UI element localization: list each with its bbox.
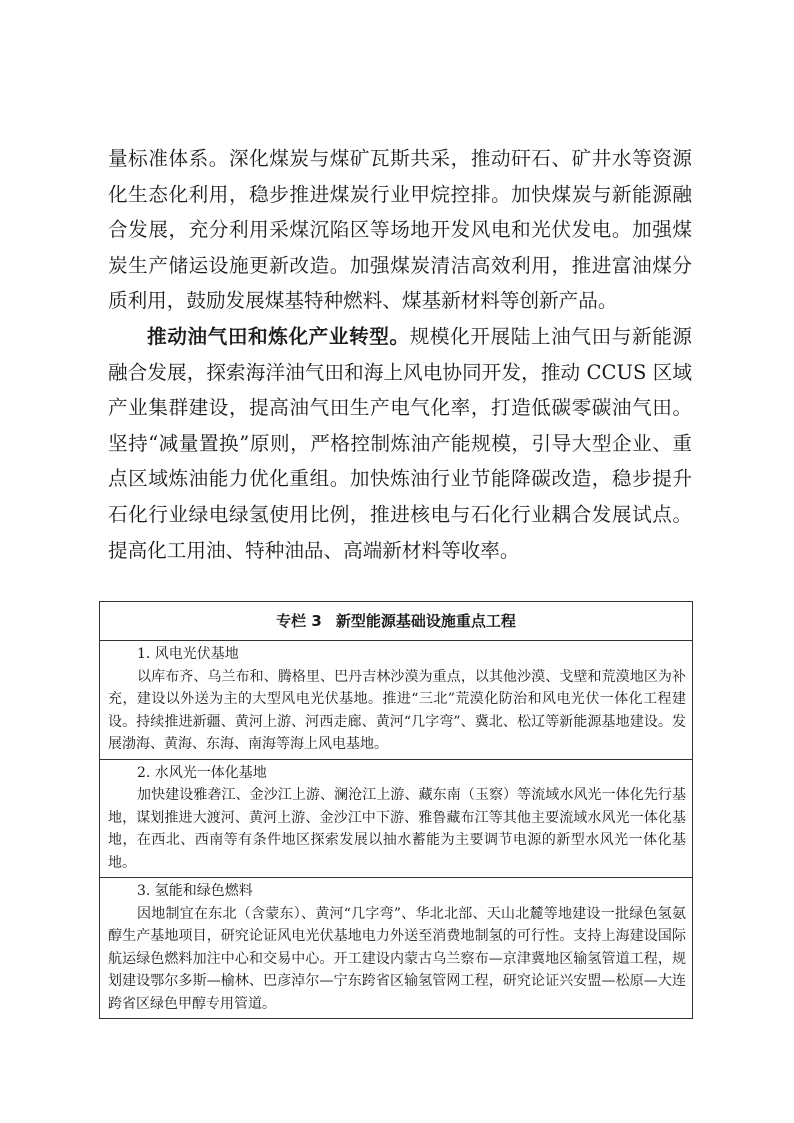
- paragraph-oil-gas-text: 规模化开展陆上油气田与新能源融合发展，探索海洋油气田和海上风电协同开发，推动 CCUS 区域产业集群建设，提高油气田生产电气化率，打造低碳零碳油气田。坚持“减量置换”原则，严格控制炼油产能规模，引导大型企业、重点区域炼油能力优化重组。加快炼油行业节能降碳改造，稳步提升石化行业绿电绿氢使用比例，推进核电与石化行业耦合发展试点。提高化工用油、特种油品、高端新材料等收率。: [108, 324, 692, 562]
- column-box: [99, 601, 693, 1019]
- body-text: [108, 141, 692, 568]
- paragraph-coal-text: 量标准体系。深化煤炭与煤矿瓦斯共采，推动矸石、矿井水等资源化生态化利用，稳步推进煤炭行业甲烷控排。加快煤炭与新能源融合发展，充分利用采煤沉陷区等场地开发风电和光伏发电。加强煤炭生产储运设施更新改造。加强煤炭清洁高效利用，推进富油煤分质利用，鼓励发展煤基特种燃料、煤基新材料等创新产品。: [108, 147, 692, 313]
- box-section-text: 因地制宜在东北（含蒙东）、黄河“几字弯”、华北北部、天山北麓等地建设一批绿色氢氨醇生产基地项目，研究论证风电光伏基地电力外送至消费地制氢的可行性。支持上海建设国际航运绿色燃料加注中心和交易中心。开工建设内蒙古乌兰察布—京津冀地区输氢管道工程，规划建设鄂尔多斯—榆林、巴彦淖尔—宁东跨省区输氢管网工程，研究论证兴安盟—松原—大连跨省区绿色甲醇专用管道。: [108, 905, 686, 1012]
- box-section-heading: 3. 氢能和绿色燃料: [137, 883, 253, 899]
- column-box-title: [100, 602, 692, 641]
- box-section-hydrogen: [100, 878, 692, 1018]
- box-section-heading: 2. 水风光一体化基地: [137, 764, 267, 781]
- column-box-label: 专栏 3: [276, 612, 322, 630]
- box-section-wind-solar: [100, 641, 692, 760]
- paragraph-oil-gas-lead: 推动油气田和炼化产业转型。: [147, 324, 410, 348]
- box-section-heading: 1. 风电光伏基地: [137, 646, 239, 662]
- box-section-text: 加快建设雅砻江、金沙江上游、澜沧江上游、藏东南（玉察）等流域水风光一体化先行基地，谋划推进大渡河、黄河上游、金沙江中下游、雅鲁藏布江等其他主要流域水风光一体化基地，在西北、西南等有条件地区探索发展以抽水蓄能为主要调节电源的新型水风光一体化基地。: [108, 787, 686, 871]
- paragraph-oil-gas: [108, 319, 692, 568]
- box-section-hydro-wind-solar: [100, 760, 692, 879]
- column-box-title-text: 新型能源基础设施重点工程: [335, 612, 516, 630]
- box-section-text: 以库布齐、乌兰布和、腾格里、巴丹吉林沙漠为重点，以其他沙漠、戈壁和荒漠地区为补充，建设以外送为主的大型风电光伏基地。推进“三北”荒漠化防治和风电光伏一体化工程建设。持续推进新疆、黄河上游、河西走廊、黄河“几字弯”、冀北、松辽等新能源基地建设。发展渤海、黄海、东海、南海等海上风电基地。: [108, 668, 686, 752]
- paragraph-coal: [108, 141, 692, 319]
